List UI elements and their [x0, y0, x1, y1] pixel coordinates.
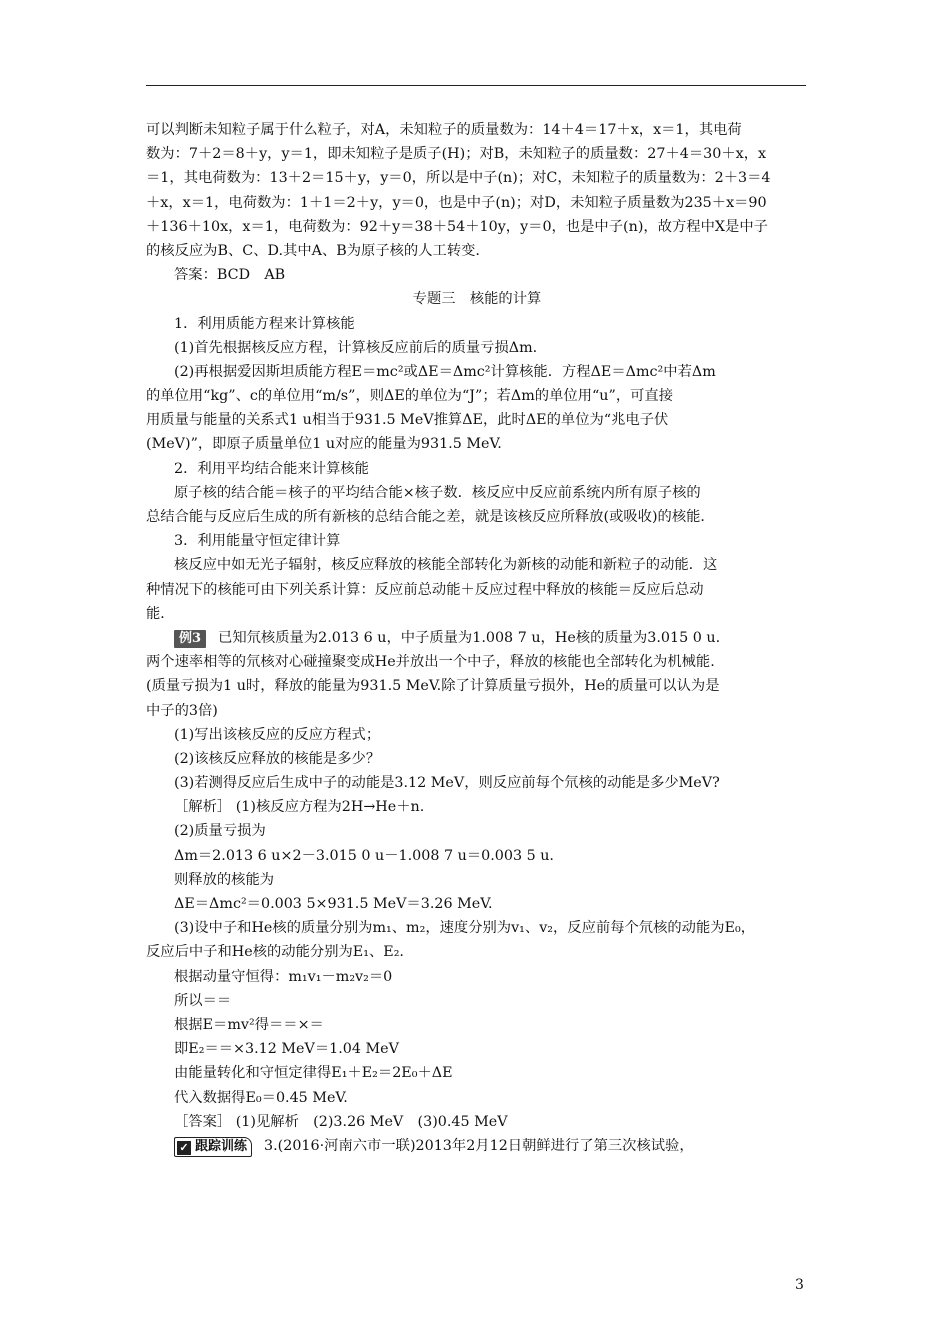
question-line: (3)若测得反应后生成中子的动能是3.12 MeV，则反应前每个氘核的动能是多少MeV? — [174, 775, 720, 792]
example-badge: 例3 — [174, 630, 206, 648]
example-first-line — [146, 626, 808, 650]
text-line: 原子核的结合能＝核子的平均结合能×核子数．核反应中反应前系统内所有原子核的 — [174, 484, 701, 501]
solution-line: 反应后中子和He核的动能分别为E₁、E₂. — [146, 944, 404, 961]
solution-line: 由能量转化和守恒定律得E₁＋E₂＝2E₀＋ΔE — [174, 1065, 453, 1082]
question-line: (1)写出该核反应的反应方程式； — [174, 726, 381, 743]
solution-line: Δm＝2.013 6 u×2－3.015 0 u－1.008 7 u＝0.003 5 u. — [174, 847, 554, 864]
question-line: (2)该核反应释放的核能是多少？ — [174, 750, 381, 767]
header-rule — [146, 85, 806, 86]
text-line: 能． — [146, 605, 175, 622]
tracking-text: 3.(2016·河南六市一联)2013年2月12日朝鲜进行了第三次核试验， — [264, 1137, 694, 1154]
tracking-label: 跟踪训练 — [195, 1138, 248, 1154]
text-line: 中子的3倍) — [146, 702, 218, 719]
text-line: 数为：7＋2＝8＋y，y＝1，即未知粒子是质子(H)；对B，未知粒子的质量数：27＋4＝30＋x，x — [146, 146, 767, 163]
text-line: (MeV)”，即原子质量单位1 u对应的能量为931.5 MeV. — [146, 436, 502, 453]
page-number: 3 — [795, 1277, 804, 1293]
solution-line: (3)设中子和He核的质量分别为m₁、m₂，速度分别为v₁、v₂，反应前每个氘核的动能为E₀， — [174, 920, 756, 937]
solution-line: (2)质量亏损为 — [174, 823, 266, 840]
text-line: 用质量与能量的关系式1 u相当于931.5 MeV推算ΔE，此时ΔE的单位为“兆电子伏 — [146, 412, 669, 429]
text-line: (1)首先根据核反应方程，计算核反应前后的质量亏损Δm. — [174, 339, 538, 356]
solution-line: 代入数据得E₀＝0.45 MeV. — [174, 1089, 348, 1106]
solution-line: ［解析］ (1)核反应方程为2H→He＋n. — [174, 799, 425, 816]
tracking-line — [146, 1134, 808, 1158]
solution-line: ΔE＝Δmc²＝0.003 5×931.5 MeV＝3.26 MeV. — [174, 896, 493, 912]
text-line: (质量亏损为1 u时，释放的能量为931.5 MeV.除了计算质量亏损外，He的质量可以认为是 — [146, 678, 720, 695]
solution-line: 所以＝＝ — [174, 992, 232, 1009]
solution-line: 则释放的核能为 — [174, 871, 275, 888]
answer-line: 答案：BCD AB — [174, 267, 286, 284]
method3-title: 3．利用能量守恒定律计算 — [174, 533, 341, 550]
text-line: 的核反应为B、C、D.其中A、B为原子核的人工转变. — [146, 242, 480, 259]
text-line: 的单位用“kg”、c的单位用“m/s”，则ΔE的单位为“J”；若Δm的单位用“u”，可直接 — [146, 388, 674, 405]
solution-line: 根据动量守恒得：m₁v₁－m₂v₂＝0 — [174, 968, 393, 985]
text-line: ＋136＋10x，x＝1，电荷数为：92＋y＝38＋54＋10y，y＝0，也是中子(n)，故方程中X是中子 — [146, 218, 768, 235]
answer-line: ［答案］ (1)见解析 (2)3.26 MeV (3)0.45 MeV — [174, 1113, 508, 1130]
tracking-badge — [174, 1137, 252, 1157]
document-body — [146, 118, 808, 1158]
text-line: (2)再根据爱因斯坦质能方程E＝mc²或ΔE＝Δmc²计算核能．方程ΔE＝Δmc²中若Δm — [174, 363, 716, 380]
text-line: ＝1，其电荷数为：13＋2＝15＋y，y＝0，所以是中子(n)；对C，未知粒子的质量数为：2＋3＝4 — [146, 170, 771, 187]
text-line: ＋x，x＝1，电荷数为：1＋1＝2＋y，y＝0，也是中子(n)；对D，未知粒子质量数为235＋x＝90 — [146, 194, 767, 211]
check-icon: ✓ — [177, 1141, 191, 1155]
method2-title: 2．利用平均结合能来计算核能 — [174, 460, 369, 477]
text-line: 核反应中如无光子辐射，核反应释放的核能全部转化为新核的动能和新粒子的动能．这 — [174, 557, 718, 574]
text-line: 可以判断未知粒子属于什么粒子，对A，未知粒子的质量数为：14＋4＝17＋x，x＝1，其电荷 — [146, 122, 742, 138]
text-line: 种情况下的核能可由下列关系计算：反应前总动能＋反应过程中释放的核能＝反应后总动 — [146, 581, 704, 598]
text-line: 总结合能与反应后生成的所有新核的总结合能之差，就是该核反应所释放(或吸收)的核能． — [146, 509, 715, 525]
section-title: 专题三 核能的计算 — [412, 291, 542, 308]
example-text: 已知氘核质量为2.013 6 u，中子质量为1.008 7 u，He核的质量为3.015 0 u. — [218, 629, 721, 646]
text-line: 两个速率相等的氘核对心碰撞聚变成He并放出一个中子，释放的核能也全部转化为机械能. — [146, 654, 715, 671]
solution-line: 根据E＝mv²得＝＝×＝ — [174, 1016, 324, 1033]
method1-title: 1．利用质能方程来计算核能 — [174, 315, 355, 332]
intro-paragraph — [146, 118, 808, 263]
solution-line: 即E₂＝＝×3.12 MeV＝1.04 MeV — [174, 1041, 399, 1058]
